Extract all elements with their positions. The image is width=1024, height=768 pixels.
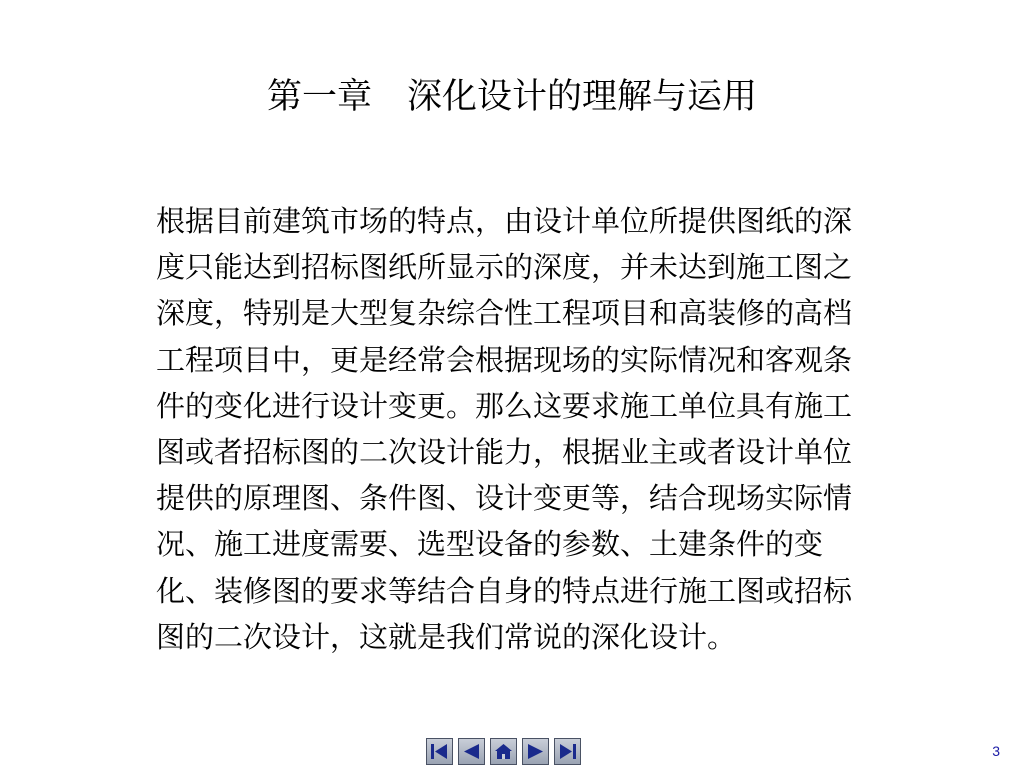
body-line: 根据目前建筑市场的特点，由设计单位所提供图纸的深 [156,204,853,238]
body-line: 件的变化进行设计变更。那么这要求施工单位具有施工 [156,388,853,423]
body-line: 深度，特别是大型复杂综合性工程项目和高装修的高档 [156,296,853,331]
slide-navigation [426,738,581,765]
page-number: 3 [992,743,1000,759]
last-slide-button[interactable] [554,738,581,765]
body-line: 图的二次设计，这就是我们常说的深化设计。 [156,619,737,654]
body-line: 化、装修图的要求等结合自身的特点进行施工图或招标 [156,573,853,608]
home-button[interactable] [490,738,517,765]
body-line: 度只能达到招标图纸所显示的深度，并未达到施工图之 [156,250,853,285]
slide-title: 第一章 深化设计的理解与运用 [266,77,757,117]
body-line: 图或者招标图的二次设计能力，根据业主或者设计单位 [156,435,853,470]
body-line: 况、施工进度需要、选型设备的参数、土建条件的变 [156,527,824,562]
first-slide-button[interactable] [426,738,453,765]
skip-to-last-icon [558,743,577,760]
body-line: 提供的原理图、条件图、设计变更等，结合现场实际情 [156,481,853,516]
next-slide-button[interactable] [522,738,549,765]
triangle-right-icon [526,743,545,760]
triangle-left-icon [462,743,481,760]
slide-body [156,198,916,660]
body-line: 工程项目中，更是经常会根据现场的实际情况和客观条 [156,342,853,377]
previous-slide-button[interactable] [458,738,485,765]
home-icon [494,743,513,760]
skip-to-first-icon [430,743,449,760]
